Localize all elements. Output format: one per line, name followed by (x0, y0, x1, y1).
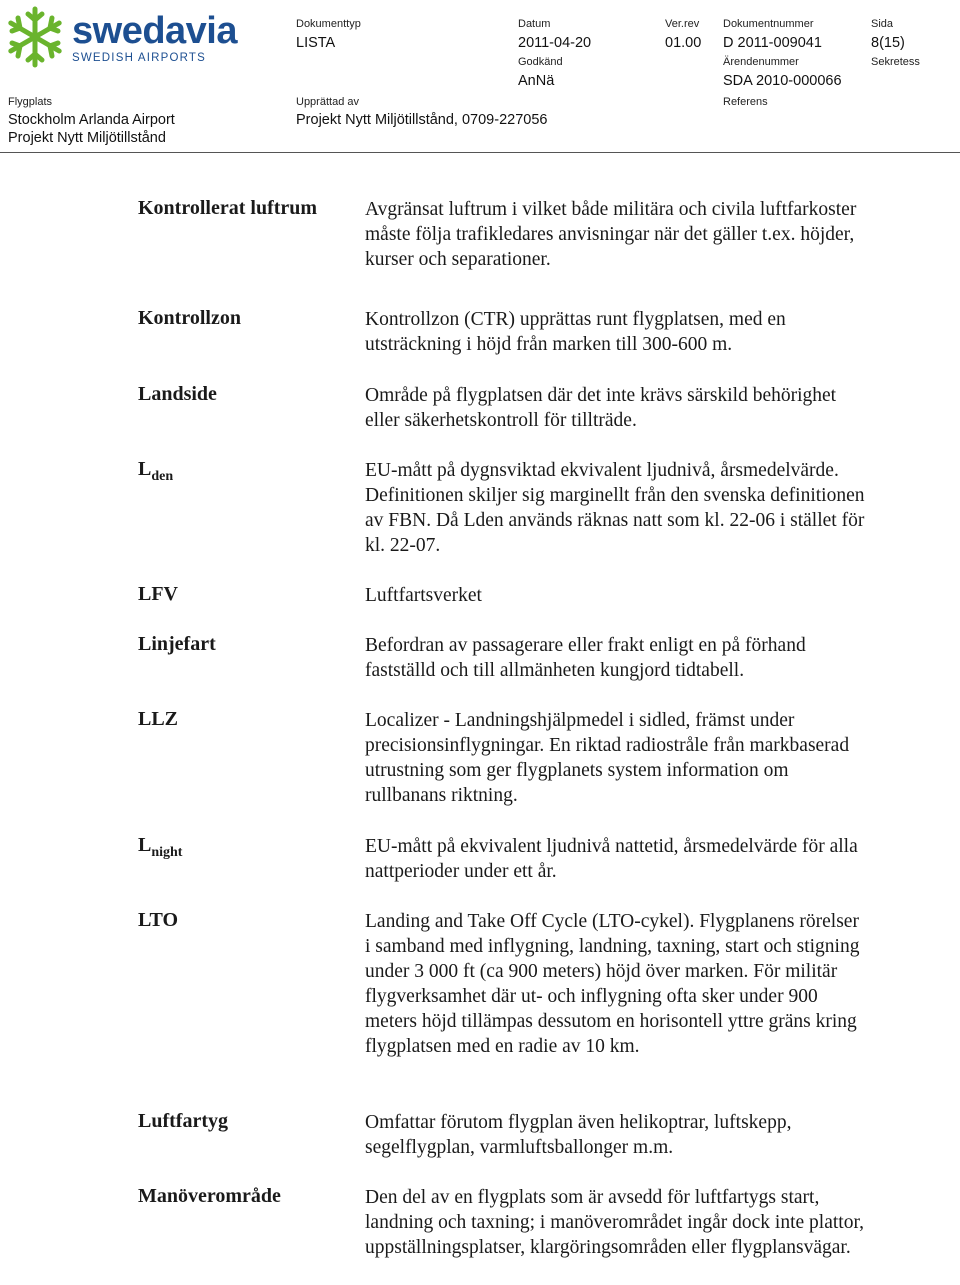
glossary-term: Landside (138, 383, 217, 405)
glossary-term: LTO (138, 909, 179, 931)
glossary-definition: Landing and Take Off Cycle (LTO-cykel). Flygplanens rörelser i samband med inflygning, landning, taxning, start och stigning under 3 000 ft (ca 900 meters) höjd över marken. För militär flygverksamhet där ut- och inflygning ofta sker under 900 meters höjd tillämpas dessutom en horisontell yttre gräns kring flygplatsen med en radie av 10 km. (365, 911, 860, 1057)
glossary-term: Luftfartyg (138, 1110, 228, 1132)
dokumentnummer-value: D 2011-009041 (723, 35, 822, 51)
verrev-value: 01.00 (665, 35, 702, 51)
glossary-term-lnight (138, 834, 182, 861)
logo-name: swedavia (72, 10, 237, 52)
glossary-definition: Localizer - Landningshjälpmedel i sidled, främst under precisionsinflygningar. En riktad radiostråle från markbaserad utrustning som ger flygplanets system information om rullbanans riktning. (365, 710, 850, 806)
term-main: L (138, 458, 152, 480)
upprattad-label: Upprättad av (296, 96, 359, 108)
dokumenttyp-label: Dokumenttyp (296, 18, 361, 30)
glossary-term: LLZ (138, 708, 179, 730)
glossary-definition: Område på flygplatsen där det inte krävs särskild behörighet eller säkerhetskontroll för tillträde. (365, 385, 837, 431)
snowflake-logo-icon (2, 4, 68, 70)
header-divider (0, 152, 960, 153)
glossary-definition: Kontrollzon (CTR) upprättas runt flygplatsen, med en utsträckning i höjd från marken till 300-600 m. (365, 309, 786, 355)
glossary-definition: Den del av en flygplats som är avsedd för luftfartygs start, landning och taxning; i manöverområdet ingår dock inte plattor, uppställningsplatser, klargöringsområden eller flygplansvägar. (365, 1187, 865, 1258)
referens-label: Referens (723, 96, 768, 108)
godkand-value: AnNä (518, 73, 555, 89)
glossary-term: Kontrollerat luftrum (138, 197, 318, 219)
arendenummer-value: SDA 2010-000066 (723, 73, 842, 89)
arendenummer-label: Ärendenummer (723, 56, 799, 68)
glossary-term: Linjefart (138, 633, 216, 655)
sida-value: 8(15) (871, 35, 905, 51)
glossary-definition: EU-mått på ekvivalent ljudnivå nattetid, årsmedelvärde för alla nattperioder under ett år. (365, 836, 858, 882)
godkand-label: Godkänd (518, 56, 563, 68)
dokumenttyp-value: LISTA (296, 35, 336, 51)
glossary-term: LFV (138, 583, 178, 605)
sida-label: Sida (871, 18, 894, 30)
flygplats-project: Projekt Nytt Miljötillstånd (8, 130, 166, 146)
verrev-label: Ver.rev (665, 18, 700, 30)
term-subscript: den (151, 469, 174, 484)
term-subscript: night (151, 845, 183, 860)
glossary-definition: EU-mått på dygnsviktad ekvivalent ljudnivå, årsmedelvärde. Definitionen skiljer sig marginellt från den svenska definitionen av FBN. Då Lden används räknas natt som kl. 22-06 i stället för kl. 22-07. (365, 460, 865, 556)
flygplats-value: Stockholm Arlanda Airport (8, 112, 175, 128)
flygplats-label: Flygplats (8, 96, 53, 108)
datum-label: Datum (518, 18, 551, 30)
glossary-definition: Befordran av passagerare eller frakt enligt en på förhand fastställd och till allmänheten kungjord tidtabell. (365, 635, 806, 681)
glossary-term: Kontrollzon (138, 307, 241, 329)
term-main: L (138, 834, 152, 856)
logo-subtitle: SWEDISH AIRPORTS (72, 52, 207, 64)
glossary-definition: Omfattar förutom flygplan även helikoptrar, luftskepp, segelflygplan, varmluftsballonger m.m. (365, 1112, 792, 1158)
glossary-term-lden (138, 458, 173, 485)
glossary-definition: Avgränsat luftrum i vilket både militära och civila luftfarkoster måste följa trafikledares anvisningar när det gäller t.ex. höjder, kurser och separationer. (365, 199, 857, 270)
dokumentnummer-label: Dokumentnummer (723, 18, 814, 30)
upprattad-value: Projekt Nytt Miljötillstånd, 0709-227056 (296, 112, 548, 128)
sekretess-label: Sekretess (871, 56, 920, 68)
glossary-term: Manöverområde (138, 1185, 281, 1207)
datum-value: 2011-04-20 (518, 35, 592, 51)
glossary-definition: Luftfartsverket (365, 585, 482, 606)
